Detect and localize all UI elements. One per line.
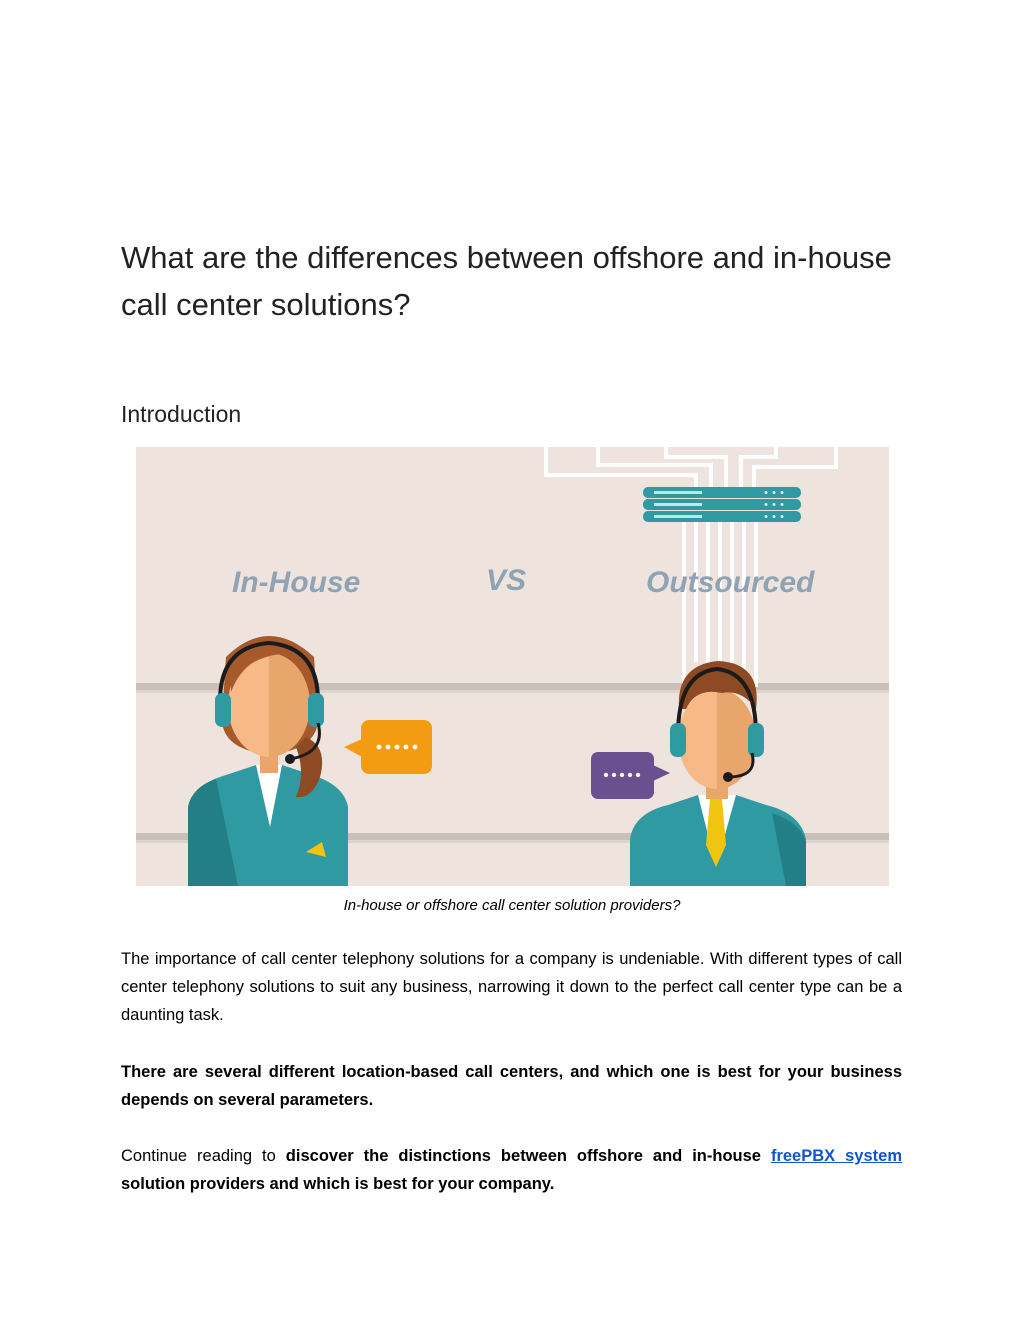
illustration-in-house-vs-outsourced bbox=[136, 447, 889, 886]
server-rack-icon bbox=[643, 487, 801, 522]
paragraph-continue-reading bbox=[121, 1142, 902, 1198]
label-outsourced: Outsourced bbox=[646, 566, 815, 599]
label-vs: VS bbox=[486, 564, 527, 597]
section-heading: Introduction bbox=[121, 401, 242, 427]
continue-bold-tail: solution providers and which is best for your company. bbox=[121, 1175, 555, 1193]
figure-caption: In-house or offshore call center solution providers? bbox=[343, 897, 681, 914]
continue-bold-text: discover the distinctions between offshore and in-house bbox=[285, 1147, 771, 1165]
page-title: What are the differences between offshore and in-house call center solutions? bbox=[121, 240, 892, 322]
paragraph-intro: The importance of call center telephony solutions for a company is undeniable. With different types of call center telephony solutions to suit any business, narrowing it down to the perfect call center type can be a daunting task. bbox=[121, 950, 902, 1024]
label-in-house: In-House bbox=[232, 566, 361, 599]
continue-lead-text: Continue reading to bbox=[121, 1147, 286, 1165]
paragraph-bold-statement: There are several different location-based call centers, and which one is best for your business depends on several parameters. bbox=[121, 1063, 902, 1109]
freepbx-system-link[interactable]: freePBX system bbox=[770, 1147, 902, 1165]
